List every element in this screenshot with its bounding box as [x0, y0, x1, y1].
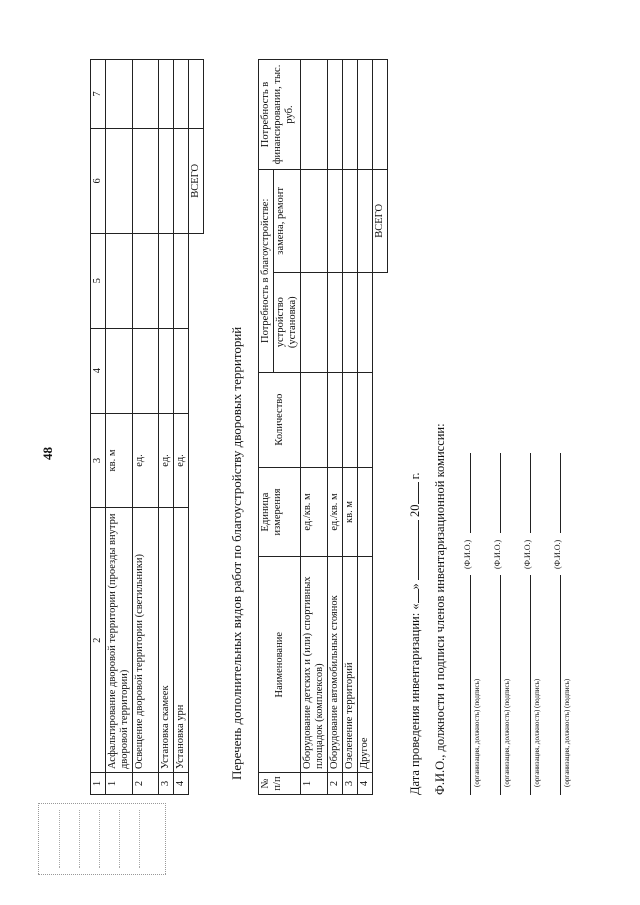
signature-line [530, 575, 531, 795]
fio-label: (Ф.И.О.) [523, 539, 532, 569]
table1-header-cell: 3 [91, 413, 106, 508]
table2-total-row [373, 60, 388, 795]
row-name: Асфальтирование дворовой территории (проезды внутри дворовой территории) [106, 508, 133, 773]
row-cell [133, 328, 159, 413]
table1-header-cell: 1 [91, 773, 106, 795]
row-name: Освещение дворовой территории (светильники) [133, 508, 159, 773]
row-cell [343, 169, 358, 272]
date-day-blank [407, 589, 419, 603]
row-name: Установка урн [174, 508, 189, 773]
row-cell [174, 60, 189, 129]
row-cell [301, 60, 328, 170]
signature-caption: (организация, должность) (подпись) [533, 678, 541, 787]
row-cell [159, 60, 174, 129]
row-name: Оборудование автомобильных стоянок [328, 557, 343, 773]
signature-row [548, 355, 576, 795]
row-cell [328, 372, 343, 467]
table1-header-cell: 7 [91, 60, 106, 129]
signature-caption: (организация, должность) (подпись) [563, 678, 571, 787]
row-cell [133, 60, 159, 129]
signature-row [488, 355, 516, 795]
row-unit: ед. [133, 413, 159, 508]
date-quote-close: » [408, 583, 422, 590]
row-unit: ед./кв. м [328, 467, 343, 557]
row-cell [358, 60, 373, 170]
signature-line [470, 575, 471, 795]
header-finance: Потребность в финансировании, тыс. руб. [259, 60, 301, 170]
row-unit: ед. [174, 413, 189, 508]
table-row [343, 60, 358, 795]
table-row [106, 60, 133, 795]
row-cell [106, 60, 133, 129]
header-num: № п/п [259, 773, 301, 795]
row-cell [133, 233, 159, 328]
row-number: 1 [106, 773, 133, 795]
row-cell [343, 372, 358, 467]
row-number: 2 [133, 773, 159, 795]
row-unit: кв. м [106, 413, 133, 508]
table2-title: Перечень дополнительных видов работ по благоустройству дворовых территорий [229, 326, 244, 780]
total-cell [189, 60, 204, 129]
table-row [159, 60, 174, 795]
fio-label: (Ф.И.О.) [553, 539, 562, 569]
fio-line [500, 453, 501, 533]
table-works [90, 59, 204, 795]
signature-line [500, 575, 501, 795]
row-name: Озеленение территорий [343, 557, 358, 773]
table-row [174, 60, 189, 795]
header-need: Потребность в благоустройстве: [259, 169, 274, 372]
header-unit: Единица измерения [259, 467, 301, 557]
row-unit: ед./кв. м [301, 467, 328, 557]
row-cell [159, 328, 174, 413]
row-number: 1 [301, 773, 328, 795]
table1-header-cell: 4 [91, 328, 106, 413]
row-cell [106, 128, 133, 233]
signature-caption: (организация, должность) (подпись) [473, 678, 481, 787]
row-number: 3 [159, 773, 174, 795]
page-number: 48 [40, 447, 55, 460]
header-replace: замена, ремонт [274, 169, 301, 272]
table1-total-row [189, 60, 204, 795]
row-cell [174, 233, 189, 328]
fio-line [560, 453, 561, 533]
signature-caption: (организация, должность) (подпись) [503, 678, 511, 787]
signature-row [458, 355, 486, 795]
total-label: ВСЕГО [189, 128, 204, 233]
table1-header-cell: 6 [91, 128, 106, 233]
row-number: 3 [343, 773, 358, 795]
row-number: 4 [174, 773, 189, 795]
row-name: Другое [358, 557, 373, 773]
table-row [328, 60, 343, 795]
fio-label: (Ф.И.О.) [463, 539, 472, 569]
faint-stamp [38, 803, 166, 875]
table-row [301, 60, 328, 795]
table1-header-row [91, 60, 106, 795]
row-unit: кв. м [343, 467, 358, 557]
date-suffix: г. [408, 472, 422, 480]
row-cell [343, 60, 358, 170]
row-number: 4 [358, 773, 373, 795]
row-cell [358, 272, 373, 372]
row-cell [159, 128, 174, 233]
row-name: Оборудование детских и (или) спортивных площадок (комплексов) [301, 557, 328, 773]
row-cell [174, 328, 189, 413]
row-name: Установка скамеек [159, 508, 174, 773]
fio-line [470, 453, 471, 533]
signature-row [518, 355, 546, 795]
header-install: устройство (установка) [274, 272, 301, 372]
row-cell [358, 169, 373, 272]
row-cell [174, 128, 189, 233]
row-cell [328, 272, 343, 372]
total-label: ВСЕГО [373, 169, 388, 272]
date-year-blank [407, 482, 419, 504]
total-cell [373, 60, 388, 170]
row-cell [301, 169, 328, 272]
row-cell [301, 272, 328, 372]
date-year: 20 [408, 504, 422, 517]
date-month-blank [407, 520, 419, 580]
fio-line [530, 453, 531, 533]
table1-header-cell: 2 [91, 508, 106, 773]
table-row [133, 60, 159, 795]
table1-header-cell: 5 [91, 233, 106, 328]
row-cell [106, 328, 133, 413]
header-name: Наименование [259, 557, 301, 773]
signature-line [560, 575, 561, 795]
date-label: Дата проведения инвентаризации: « [408, 603, 422, 795]
commission-label: Ф.И.О., должности и подписи членов инвентаризационной комиссии: [433, 423, 447, 795]
row-cell [328, 60, 343, 170]
row-unit: ед. [159, 413, 174, 508]
table2-header-row [259, 60, 274, 795]
row-number: 2 [328, 773, 343, 795]
row-cell [159, 233, 174, 328]
row-cell [133, 128, 159, 233]
row-cell [343, 272, 358, 372]
row-unit [358, 467, 373, 557]
fio-label: (Ф.И.О.) [493, 539, 502, 569]
header-qty: Количество [259, 372, 301, 467]
table-row [358, 60, 373, 795]
inventory-date-line [407, 472, 423, 795]
row-cell [301, 372, 328, 467]
row-cell [328, 169, 343, 272]
row-cell [106, 233, 133, 328]
row-cell [358, 372, 373, 467]
table-additional-works [258, 59, 388, 795]
